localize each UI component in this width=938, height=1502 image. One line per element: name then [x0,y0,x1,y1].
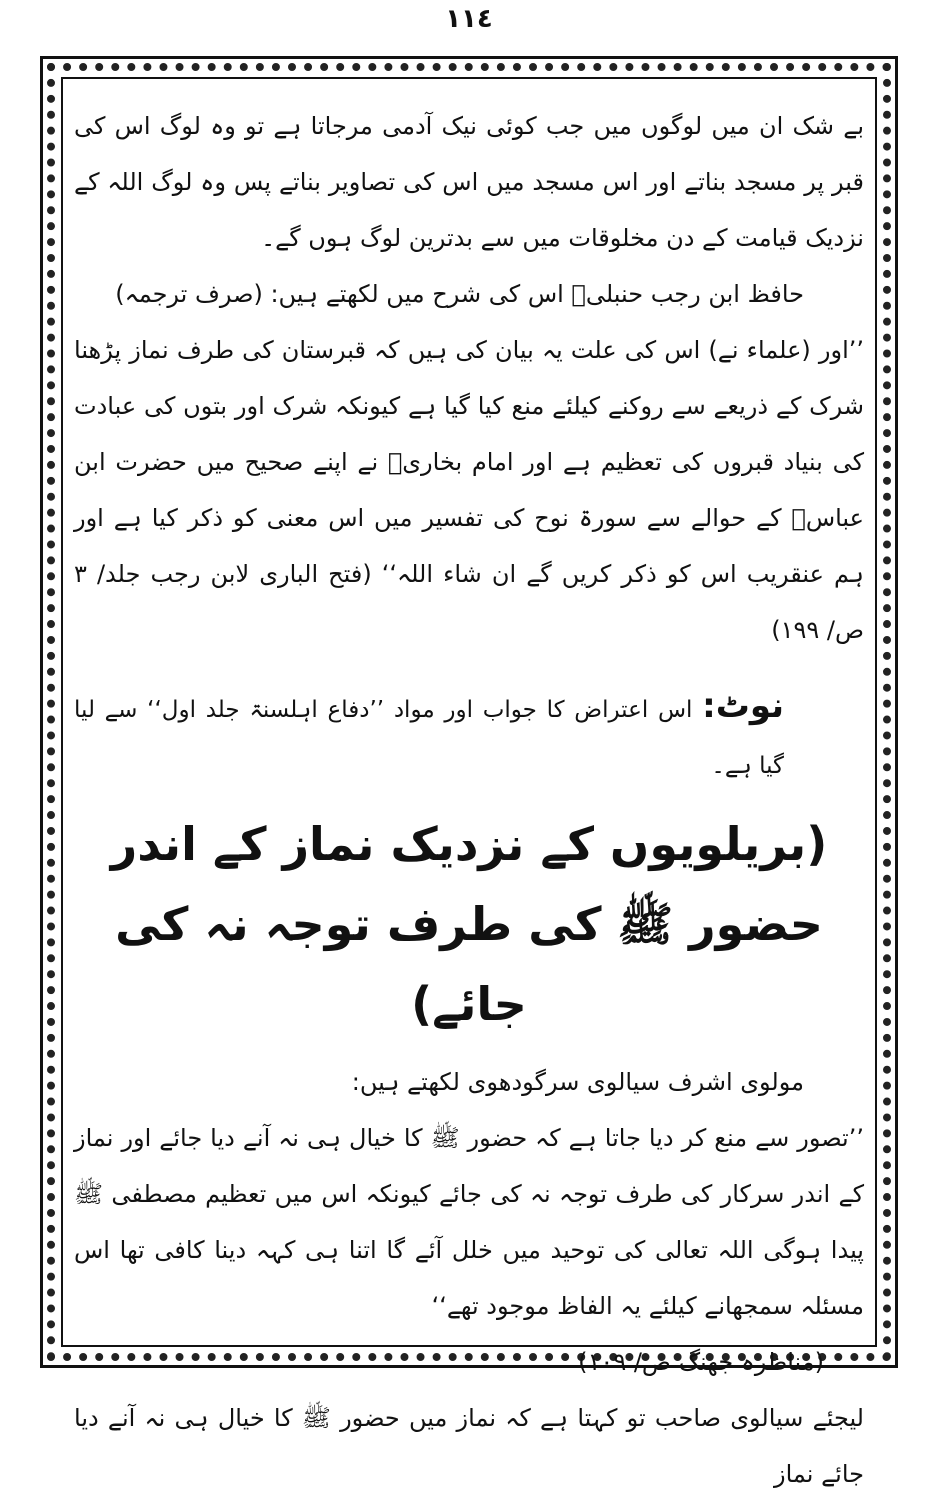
paragraph-sialvi-quote: ’’تصور سے منع کر دیا جاتا ہے کہ حضور ﷺ کا خیال ہی نہ آنے دیا جائے اور نماز کے اندر سرکار کی طرف توجہ نہ کی جائے کیونکہ اس میں تعظیم مصطفی ﷺ پیدا ہوگی اللہ تعالی کی توحید میں خلل آئے گا اتنا ہی کہہ دینا کافی تھا اس مسئلہ سمجھانے کیلئے یہ الفاظ موجود تھے‘‘ [74,1124,864,1320]
paragraph-ibn-rajab-intro: حافظ ابن رجب حنبلیؒ اس کی شرح میں لکھتے ہیں: (صرف ترجمہ) [115,280,804,308]
paragraph-closing: لیجئے سیالوی صاحب تو کہتا ہے کہ نماز میں حضور ﷺ کا خیال ہی نہ آنے دیا جائے نماز [74,1404,864,1488]
page-number: ١١٤ [445,4,493,34]
note [74,678,864,794]
note-text: اس اعتراض کا جواب اور مواد ’’دفاع اہلسنۃ جلد اول‘‘ سے لیا گیا ہے۔ [74,697,784,779]
section-heading: (بریلویوں کے نزدیک نماز کے اندر حضور ﷺ کی طرف توجہ نہ کی جائے) [110,817,828,1031]
paragraph-quote-fath-al-bari: ’’اور (علماء نے) اس کی علت یہ بیان کی ہیں کہ قبرستان کی طرف نماز پڑھنا شرک کے ذریعے سے روکنے کیلئے منع کیا گیا ہے کیونکہ شرک اور بتوں کی عبادت کی بنیاد قبروں کی تعظیم ہے اور امام بخاریؒ نے اپنے صحیح میں حضرت ابن عباسؓ کے حوالے سے سورۃ نوح کی تفسیر میں اس معنی کو ذکر کیا ہے اور ہم عنقریب اس کو ذکر کریں گے ان شاء اللہ‘‘ (فتح الباری لابن رجب جلد/ ۳ ص/ ۱۹۹) [74,336,864,644]
paragraph-hadith: بے شک ان میں لوگوں میں جب کوئی نیک آدمی مرجاتا ہے تو وہ لوگ اس کی قبر پر مسجد بناتے اور اس مسجد میں اس کی تصاویر بناتے پس وہ لوگ اللہ کے نزدیک قیامت کے دن مخلوقات میں سے بدترین لوگ ہوں گے۔ [74,112,864,252]
quote-reference: (مناظرہ جھنگ ص/ ۱۰۹) [578,1348,824,1376]
note-label: نوٹ: [702,686,785,726]
page-content [74,98,864,1502]
paragraph-sialvi-intro: مولوی اشرف سیالوی سرگودھوی لکھتے ہیں: [351,1068,804,1096]
